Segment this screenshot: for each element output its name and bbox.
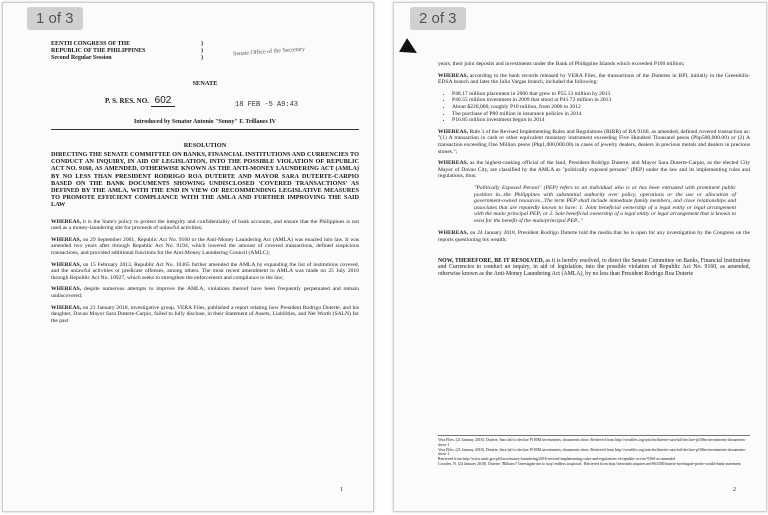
resolution-heading: RESOLUTION <box>183 142 227 149</box>
list-item: • About $220,000, roughly P10 million, from 2006 to 2012 <box>452 104 750 111</box>
document-page-2 <box>393 2 767 512</box>
senate-heading: SENATE <box>192 80 218 87</box>
congress-line-3: Second Regular Session <box>51 55 112 61</box>
list-item: • P48.17 million placement in 2006 that grew to P55.13 million by 2013 <box>452 91 750 98</box>
footnote: Vera Files. (21 January 2018). Duterte, Sara fail to declare P100M investments, documents show. Retrieved from http://verafiles.org/articles/duterte-sara-fail-declare-p100m-investments-documents-show-1 <box>438 447 747 457</box>
footnote: Vera Files. (21 January 2018). Duterte, Sara fail to declare P100M investments, documents show. Retrieved from http://verafiles.org/articles/duterte-sara-fail-declare-p100m-investments-documents-show-1 <box>438 438 747 447</box>
res-no-value: 602 <box>151 95 176 107</box>
whereas-paragraph: WHEREAS, on 15 February 2013, Republic Act No. 10365 further amended the AMLA by expanding the list of institutions covered, and the unlawful activities or predicate offenses, among others. The most recent amendment to AMLA was made on 25 July 2016 through Republic Act No. 10927, which seeks to strengthen the enforcement and compliance to the law; <box>51 261 360 281</box>
document-page-1 <box>2 2 374 512</box>
whereas-paragraph: WHEREAS, as the highest-ranking official of the land, President Rodrigo Duterte, and Mayor Sara Duterte-Carpio, as the elected City Mayor of Davao City, are classified by the AMLA as "politically exposed persons" (PEP) under the law and its implementing rules and regulations, thus: <box>438 160 750 180</box>
list-item: • P40.55 million investment in 2009 that stood at P41.72 million in 2013 <box>452 97 750 104</box>
whereas-paragraph: WHEREAS, on 24 January 2018, President Rodrigo Duterte told the media that he is open for any investigation by the Congress on the reports questioning his wealth; <box>438 230 750 244</box>
footnote: Retrieved from http://www.amlc.gov.ph/laws/money-laundering/2016-revised-implementing-rules-and-regulations-of-republic-act-no-9160-as-amended <box>438 457 676 462</box>
footnotes <box>438 435 750 467</box>
resolution-number <box>105 95 359 107</box>
list-item: • P16.85 million investment begun in 2014 <box>452 117 750 124</box>
footnote: Corrales, N. (24 January 2018). Duterte: 'Billions?' Investigate me to stop 'endless suspicion'. Retrieved from http://newsinfo.inquirer.net/963308/duterte-investigate-probe-wealth-bank-statement <box>438 461 741 466</box>
whereas-paragraph: WHEREAS, Rule 3 of the Revised Implementing Rules and Regulations (RIRR) of RA 9160, as amended, defined covered transaction as: "(1) A transaction in cash or other equivalent monetary instrument exceeding Five Hundred Thousand pesos (Php500,000.00) or (2) A transaction exceeding One Million pesos (Php1,000,000.00) in cases of jewelry dealers, dealers in precious metals and dealers in precious stones."; <box>438 128 750 155</box>
whereas-label: WHEREAS, <box>438 72 468 79</box>
congress-line-1: EENTH CONGRESS OF THE <box>51 41 131 47</box>
res-no-label: P. S. RES. NO. <box>105 97 149 105</box>
introduced-by: Introduced by Senator Antonio "Sonny" F. Trillanes IV <box>51 119 359 130</box>
receipt-stamp: Senate Office of the Secretary <box>232 46 306 58</box>
whereas-label: WHEREAS, <box>51 304 81 311</box>
continuation-paragraph: years, their joint deposits and investments under the Bank of Philippine Islands which exceeded P100 million; <box>438 61 685 67</box>
congress-header <box>51 41 359 62</box>
brace: ) <box>201 55 203 61</box>
whereas-label: WHEREAS, <box>51 261 81 268</box>
resolved-paragraph: NOW, THEREFORE, BE IT RESOLVED, as it is hereby resolved, to direct the Senate Committee on Banks, Financial Institutions and Currencies to conduct an inquiry, in aid of legislation, into the possible violation of Republic Act No. 9160, as amended, otherwise known as the Anti-Money Laundering Act (AMLA), by no less than President Rodrigo Roa Duterte <box>438 257 750 278</box>
whereas-label: WHEREAS, <box>438 160 468 167</box>
whereas-label: WHEREAS, <box>51 286 81 293</box>
page-1-content <box>51 33 359 329</box>
whereas-label: WHEREAS, <box>438 230 468 237</box>
resolution-title: DIRECTING THE SENATE COMMITTEE ON BANKS, FINANCIAL INSTITUTIONS AND CURRENCIES TO CONDUCT AN INQUIRY, IN AID OF LEGISLATION, INTO THE POSSIBLE VIOLATION OF REPUBLIC ACT NO. 9160, AS AMENDED, OTHERWISE KNOWN AS THE ANTI-MONEY LAUNDERING ACT (AMLA) BY NO LESS THAN PRESIDENT RODRIGO ROA DUTERTE AND MAYOR SARA DUTERTE-CARPIO BASED ON THE BANK DOCUMENTS SHOWING UNDISCLOSED 'COVERED TRANSACTIONS' AS DEFINED BY THE AMLA, WITH THE END IN VIEW OF RECOMMENDING LEGISLATIVE MEASURES TO PROMOTE EFFICIENT COMPLIANCE WITH THE AMLA AND FURTHER IMPROVING THE SAID LAW <box>51 151 359 209</box>
whereas-paragraph: WHEREAS, it is the State's policy to protect the integrity and confidentiality of bank accounts, and ensure that the Philippines is not used as a money-laundering site for proceeds of unlawful activities; <box>51 218 359 232</box>
page-indicator-2: 2 of 3 <box>410 7 466 30</box>
whereas-label: WHEREAS, <box>51 236 81 243</box>
resolved-label: NOW, THEREFORE, BE IT RESOLVED, <box>438 257 544 264</box>
date-stamp: 18 FEB -5 A9:43 <box>235 101 299 109</box>
whereas-paragraph: WHEREAS, on 29 September 2001, Republic Act No. 9160 or the Anti-Money Laundering Act (AMLA) was enacted into law. It was amended two years after through Republic Act No. 9194, which lowered the amount of covered transactions, defined suspicious transactions, and provided additional functions for the Anti-Money Laundering Council (AMLC); <box>51 236 359 256</box>
list-item: • The purchase of P80 million in insurance policies in 2014 <box>452 111 750 118</box>
whereas-paragraph: WHEREAS, according to the bank records released by VERA Files, the transactions of the Dutertes in BPI, initially in the Greenhills-EDSA branch and later the Julia Vargas branch, included the following: <box>438 72 750 86</box>
page-2-content <box>438 61 750 284</box>
brace: ) <box>201 48 203 54</box>
congress-line-2: REPUBLIC OF THE PHILIPPINES <box>51 48 146 54</box>
pep-definition-quote: "Politically Exposed Person" (PEP) refers to an individual who is or has been entrusted with prominent public position in...the Philippines with substantial authority over policy, operations or the use or allocation of government-owned resources...The term PEP shall include immediate family members, and close relationships and associates that are reputedly known to have: 1. Joint beneficial ownership of a legal entity or legal arrangement with the main/ principal PEP; or 2. Sole beneficial ownership of a legal entity or legal arrangement that is known to exist for the benefit of the main/principal PEP..." <box>474 184 736 224</box>
whereas-paragraph: WHEREAS, on 21 January 2018, investigative group, VERA Files, published a report relating how President Rodrigo Duterte, and his daughter, Davao Mayor Sara Duterte-Carpio, failed to fully disclose, in their Statement of Assets, Liabilities, and Net Worth (SALN) for the past <box>51 304 359 324</box>
whereas-paragraph: WHEREAS, despite numerous attempts to improve the AMLA, violations thereof have been frequently perpetuated and remain undiscovered; <box>51 286 359 299</box>
page-number: 2 <box>733 487 736 493</box>
page-number: 1 <box>340 487 343 493</box>
brace: ) <box>201 41 203 47</box>
whereas-label: WHEREAS, <box>51 218 81 225</box>
whereas-label: WHEREAS, <box>438 128 468 135</box>
transactions-list <box>452 91 750 124</box>
cursor-arrow-icon <box>399 38 421 60</box>
page-indicator-1: 1 of 3 <box>27 7 83 30</box>
